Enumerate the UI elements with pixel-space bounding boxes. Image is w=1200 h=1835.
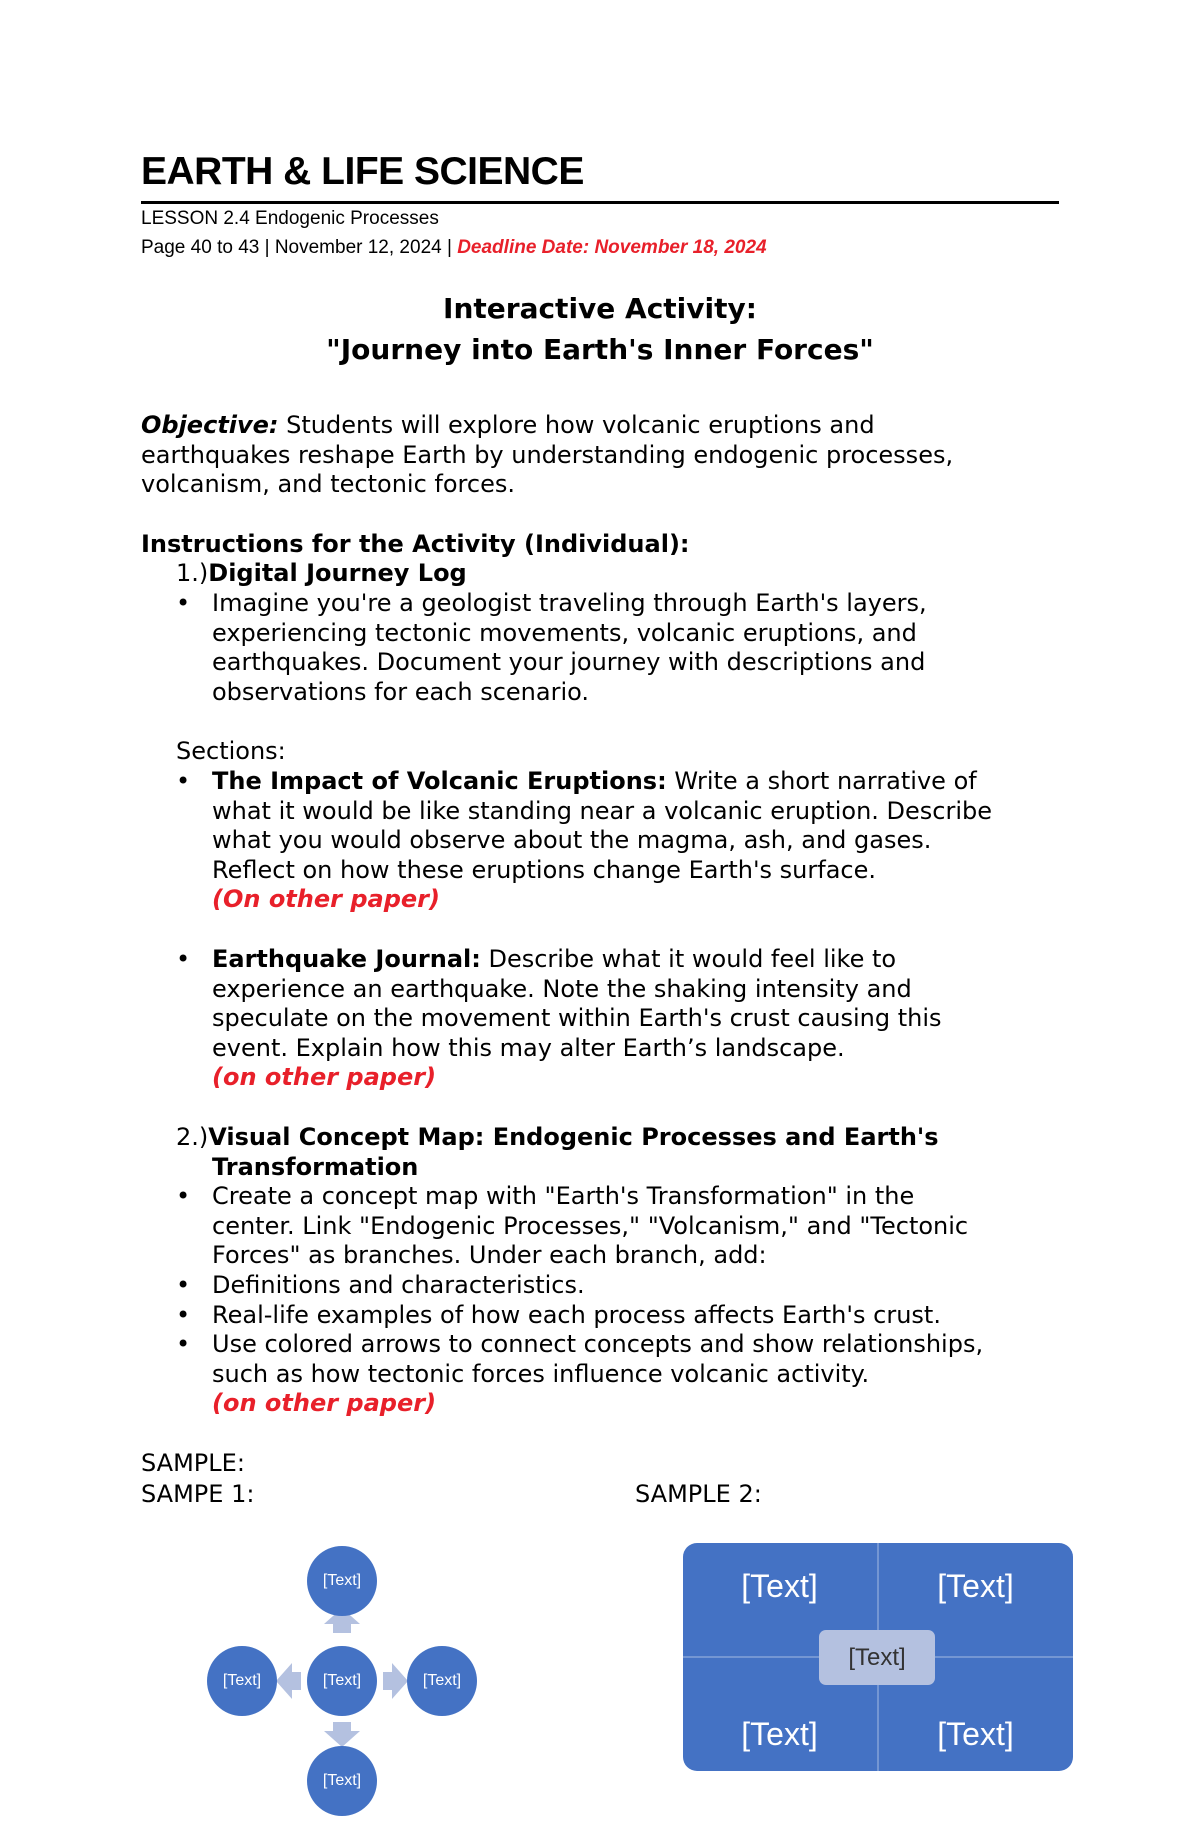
sample-label: SAMPLE: xyxy=(141,1449,245,1477)
sample2-label: SAMPLE 2: xyxy=(635,1480,762,1508)
section-earthquake-journal: • Earthquake Journal: Describe what it would feel like to experience an earthquake. Note the shaking intensity and speculate on the movement within Earth's crust causing this event. Explain how this may alter Earth’s landscape. (on other paper) xyxy=(176,945,1076,1095)
radial-node-right: [Text] xyxy=(407,1646,477,1716)
part2-title: Visual Concept Map: Endogenic Processes and Earth's xyxy=(208,1123,939,1151)
grid-center-box: [Text] xyxy=(819,1630,935,1685)
arrow-down-icon xyxy=(324,1722,360,1747)
activity-title-line1: Interactive Activity: xyxy=(443,292,757,325)
activity-title-line2: "Journey into Earth's Inner Forces" xyxy=(326,333,874,366)
arrow-right-icon xyxy=(383,1663,408,1699)
deadline-text: Deadline Date: November 18, 2024 xyxy=(457,237,767,258)
other-paper-note: (on other paper) xyxy=(212,1063,437,1092)
section-volcanic-eruptions: • The Impact of Volcanic Eruptions: Write a short narrative of what it would be like standing near a volcanic eruption. Describe what you would observe about the magma, ash, and gases. Reflect on how these eruptions change Earth's surface. (On other paper) xyxy=(176,767,1076,917)
objective-line3: volcanism, and tectonic forces. xyxy=(141,470,515,498)
other-paper-note: (On other paper) xyxy=(212,885,440,914)
sample1-label: SAMPE 1: xyxy=(141,1480,255,1508)
grid-cell-top-left: [Text] xyxy=(741,1568,818,1604)
objective-line2: earthquakes reshape Earth by understanding endogenic processes, xyxy=(141,441,954,469)
radial-node-top: [Text] xyxy=(307,1546,377,1616)
part2-bullet-3: • Real-life examples of how each process affects Earth's crust. xyxy=(176,1301,941,1329)
grid-cell-bottom-right: [Text] xyxy=(937,1716,1014,1752)
part2-title-line2: Transformation xyxy=(212,1153,419,1181)
part1-heading: 1.)Digital Journey Log xyxy=(176,559,467,587)
grid-cell-bottom-left: [Text] xyxy=(741,1716,818,1752)
course-title: EARTH & LIFE SCIENCE xyxy=(141,150,584,193)
objective-line1: Objective: Students will explore how volcanic eruptions and xyxy=(141,411,875,439)
radial-node-bottom: [Text] xyxy=(307,1746,377,1816)
lesson-label: LESSON 2.4 Endogenic Processes xyxy=(141,208,439,229)
radial-node-center: [Text] xyxy=(307,1646,377,1716)
instructions-heading: Instructions for the Activity (Individual): xyxy=(141,530,690,558)
objective-label: Objective: xyxy=(141,411,279,439)
radial-node-left: [Text] xyxy=(207,1646,277,1716)
part1-title: Digital Journey Log xyxy=(208,559,467,587)
other-paper-note: (on other paper) xyxy=(212,1389,437,1418)
sections-label: Sections: xyxy=(176,737,286,765)
part1-bullet: • Imagine you're a geologist traveling through Earth's layers, experiencing tectonic movements, volcanic eruptions, and earthquakes. Document your journey with descriptions and observations for each scenario. xyxy=(176,589,927,706)
page-range-text: Page 40 to 43 | November 12, 2024 | xyxy=(141,237,452,258)
arrow-left-icon xyxy=(276,1663,301,1699)
part2-heading: 2.)Visual Concept Map: Endogenic Processes and Earth's xyxy=(176,1123,939,1151)
part2-bullet-1: • Create a concept map with "Earth's Transformation" in the center. Link "Endogenic Processes," "Volcanism," and "Tectonic Forces" as branches. Under each branch, add: xyxy=(176,1182,969,1270)
part2-bullet-2: • Definitions and characteristics. xyxy=(176,1271,585,1299)
grid-cell-top-right: [Text] xyxy=(937,1568,1014,1604)
part2-bullet-4: • Use colored arrows to connect concepts and show relationships, such as how tectonic forces influence volcanic activity. (on other paper) xyxy=(176,1330,1076,1420)
